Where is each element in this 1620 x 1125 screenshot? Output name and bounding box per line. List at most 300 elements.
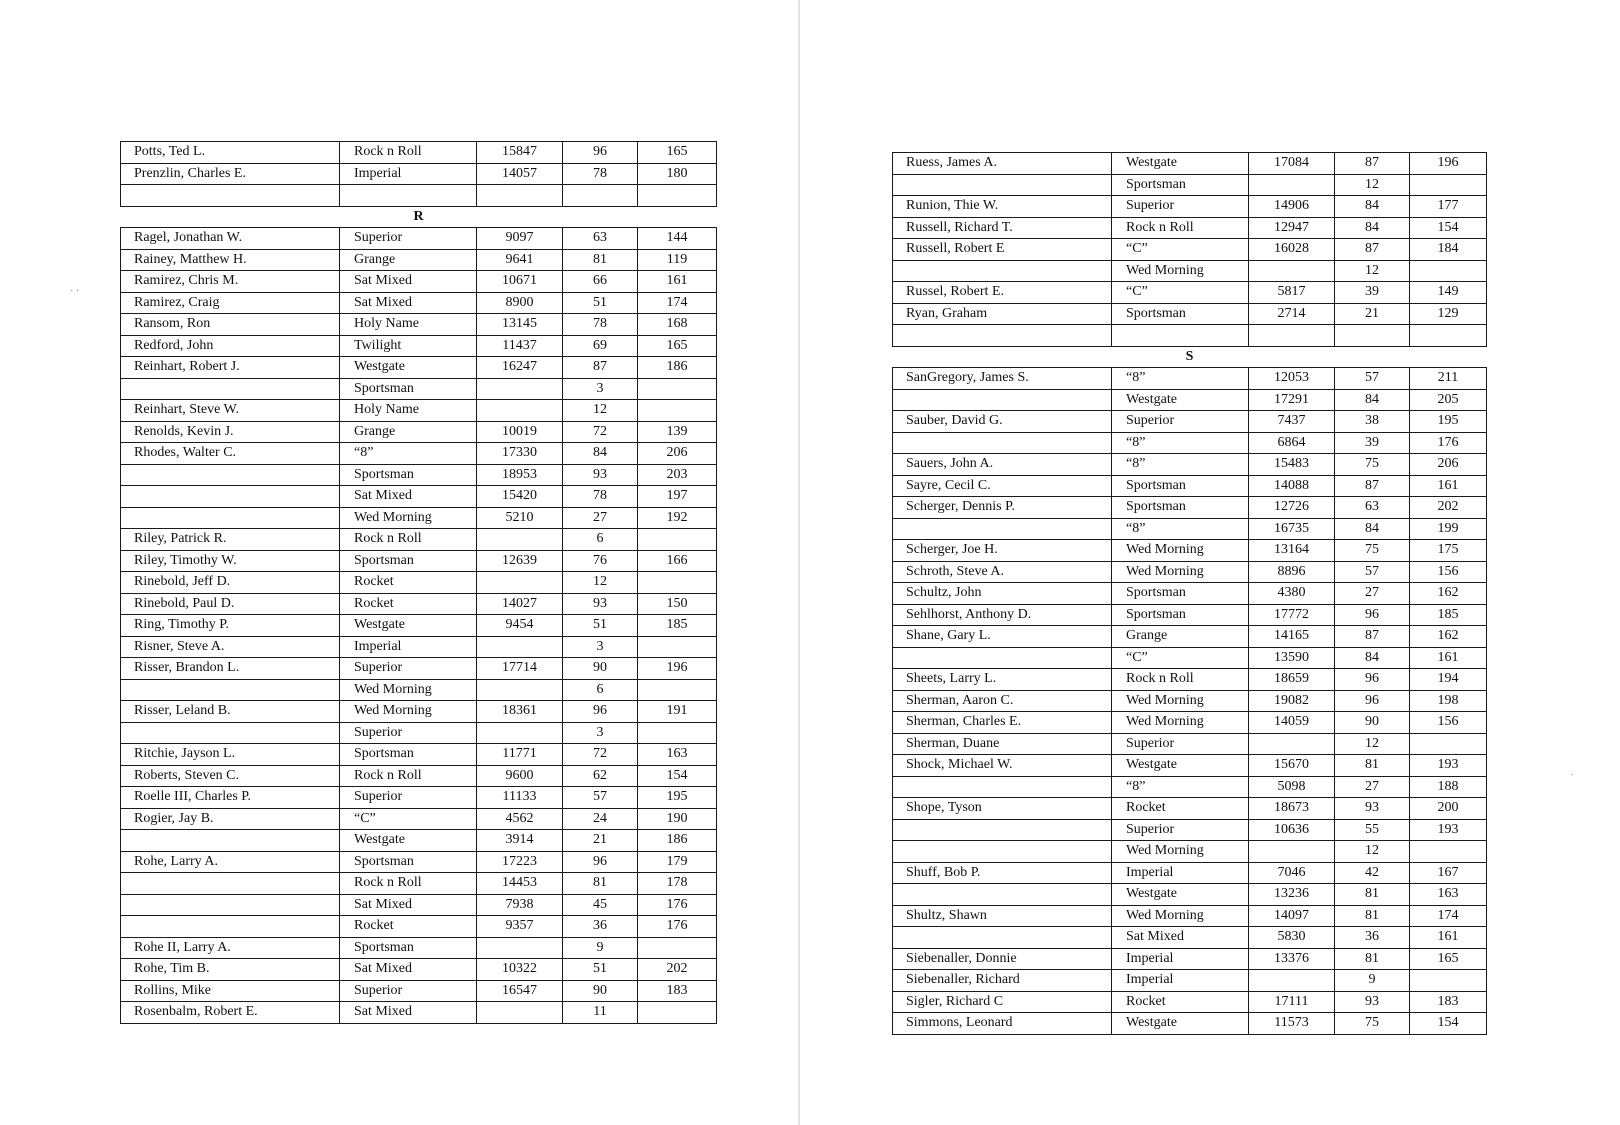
pins-value: 8896: [1249, 561, 1335, 583]
pins-value: 5098: [1249, 776, 1335, 798]
league-name: Westgate: [340, 615, 477, 637]
bowler-name: Siebenaller, Donnie: [893, 948, 1112, 970]
bowler-name: [121, 894, 340, 916]
league-name: Rocket: [1112, 798, 1249, 820]
pins-value: 9357: [477, 916, 563, 938]
pins-value: 15670: [1249, 755, 1335, 777]
average-value: [1410, 841, 1487, 863]
games-value: 87: [1335, 153, 1410, 175]
games-value: 96: [563, 851, 638, 873]
table-row: [893, 368, 1487, 390]
average-value: 202: [638, 959, 717, 981]
average-value: 203: [638, 464, 717, 486]
average-value: [638, 529, 717, 551]
table-row: [121, 701, 717, 723]
left-roster-table: [120, 141, 717, 1024]
league-name: “8”: [1112, 518, 1249, 540]
table-row: [893, 239, 1487, 261]
games-value: 76: [563, 550, 638, 572]
table-row: [893, 862, 1487, 884]
bowler-name: Ryan, Graham: [893, 303, 1112, 325]
games-value: 87: [1335, 475, 1410, 497]
games-value: 69: [563, 335, 638, 357]
pins-value: 18361: [477, 701, 563, 723]
average-value: 183: [1410, 991, 1487, 1013]
average-value: 202: [1410, 497, 1487, 519]
bowler-name: Rohe, Larry A.: [121, 851, 340, 873]
average-value: 190: [638, 808, 717, 830]
table-row: [893, 755, 1487, 777]
league-name: [340, 185, 477, 207]
average-value: 139: [638, 421, 717, 443]
stray-mark-left: · ·: [70, 286, 80, 297]
table-row: [893, 647, 1487, 669]
games-value: 21: [1335, 303, 1410, 325]
league-name: “C”: [1112, 647, 1249, 669]
table-row: [121, 550, 717, 572]
average-value: 184: [1410, 239, 1487, 261]
games-value: 96: [1335, 604, 1410, 626]
league-name: Rock n Roll: [340, 765, 477, 787]
bowler-name: Sherman, Aaron C.: [893, 690, 1112, 712]
bowler-name: Rainey, Matthew H.: [121, 249, 340, 271]
table-row: [121, 335, 717, 357]
league-name: Holy Name: [340, 400, 477, 422]
pins-value: 10322: [477, 959, 563, 981]
bowler-name: Rosenbalm, Robert E.: [121, 1002, 340, 1024]
pins-value: 7938: [477, 894, 563, 916]
table-row: [893, 303, 1487, 325]
league-name: Sportsman: [340, 378, 477, 400]
bowler-name: Prenzlin, Charles E.: [121, 163, 340, 185]
games-value: 9: [563, 937, 638, 959]
league-name: Sat Mixed: [340, 959, 477, 981]
league-name: Sportsman: [1112, 604, 1249, 626]
pins-value: 17714: [477, 658, 563, 680]
average-value: 195: [1410, 411, 1487, 433]
bowler-name: Ruess, James A.: [893, 153, 1112, 175]
league-name: Rocket: [340, 593, 477, 615]
table-row: [121, 744, 717, 766]
bowler-name: Shope, Tyson: [893, 798, 1112, 820]
pins-value: [477, 185, 563, 207]
average-value: 167: [1410, 862, 1487, 884]
pins-value: [477, 529, 563, 551]
average-value: 196: [638, 658, 717, 680]
games-value: 84: [1335, 217, 1410, 239]
bowler-name: Schultz, John: [893, 583, 1112, 605]
bowler-name: Sauers, John A.: [893, 454, 1112, 476]
pins-value: 11573: [1249, 1013, 1335, 1035]
pins-value: 13590: [1249, 647, 1335, 669]
average-value: 174: [1410, 905, 1487, 927]
pins-value: [1249, 970, 1335, 992]
games-value: 12: [563, 400, 638, 422]
table-row: [893, 432, 1487, 454]
average-value: 161: [1410, 647, 1487, 669]
table-row: [893, 905, 1487, 927]
bowler-name: [121, 507, 340, 529]
table-row: [121, 292, 717, 314]
average-value: 161: [1410, 927, 1487, 949]
league-name: Rocket: [340, 916, 477, 938]
bowler-name: Reinhart, Robert J.: [121, 357, 340, 379]
pins-value: [477, 378, 563, 400]
pins-value: 15420: [477, 486, 563, 508]
games-value: 3: [563, 378, 638, 400]
league-name: Holy Name: [340, 314, 477, 336]
bowler-name: [893, 325, 1112, 347]
bowler-name: Rohe II, Larry A.: [121, 937, 340, 959]
bowler-name: [121, 464, 340, 486]
league-name: Rock n Roll: [1112, 217, 1249, 239]
league-name: Sportsman: [340, 851, 477, 873]
average-value: [1410, 325, 1487, 347]
games-value: 78: [563, 486, 638, 508]
average-value: 176: [1410, 432, 1487, 454]
table-row: [893, 475, 1487, 497]
games-value: 42: [1335, 862, 1410, 884]
bowler-name: Shock, Michael W.: [893, 755, 1112, 777]
table-row: [893, 174, 1487, 196]
average-value: [638, 1002, 717, 1024]
pins-value: 14453: [477, 873, 563, 895]
pins-value: 3914: [477, 830, 563, 852]
pins-value: 7046: [1249, 862, 1335, 884]
bowler-name: [121, 486, 340, 508]
games-value: 84: [1335, 389, 1410, 411]
pins-value: 9600: [477, 765, 563, 787]
league-name: “8”: [1112, 368, 1249, 390]
average-value: 174: [638, 292, 717, 314]
table-row: [121, 357, 717, 379]
table-row: [121, 185, 717, 207]
league-name: Wed Morning: [340, 507, 477, 529]
bowler-name: Roberts, Steven C.: [121, 765, 340, 787]
league-name: “8”: [1112, 454, 1249, 476]
league-name: Sat Mixed: [1112, 927, 1249, 949]
pins-value: 9454: [477, 615, 563, 637]
pins-value: 14165: [1249, 626, 1335, 648]
right-page: [800, 0, 1620, 1125]
average-value: 175: [1410, 540, 1487, 562]
bowler-name: [121, 679, 340, 701]
bowler-name: Reinhart, Steve W.: [121, 400, 340, 422]
league-name: Sportsman: [340, 550, 477, 572]
average-value: 193: [1410, 819, 1487, 841]
games-value: 96: [1335, 669, 1410, 691]
bowler-name: Russell, Richard T.: [893, 217, 1112, 239]
league-name: “8”: [1112, 432, 1249, 454]
average-value: 165: [638, 142, 717, 164]
pins-value: 14088: [1249, 475, 1335, 497]
table-row: [121, 679, 717, 701]
bowler-name: Shuff, Bob P.: [893, 862, 1112, 884]
bowler-name: [893, 518, 1112, 540]
average-value: 197: [638, 486, 717, 508]
games-value: 63: [563, 228, 638, 250]
section-letter: S: [893, 346, 1487, 368]
pins-value: 6864: [1249, 432, 1335, 454]
table-row: [893, 497, 1487, 519]
average-value: 168: [638, 314, 717, 336]
table-row: [893, 411, 1487, 433]
games-value: 87: [1335, 239, 1410, 261]
table-row: [893, 454, 1487, 476]
table-row: [121, 142, 717, 164]
bowler-name: [121, 378, 340, 400]
pins-value: 12053: [1249, 368, 1335, 390]
games-value: 81: [1335, 905, 1410, 927]
table-row: [893, 712, 1487, 734]
games-value: 51: [563, 292, 638, 314]
average-value: 163: [1410, 884, 1487, 906]
pins-value: 12947: [1249, 217, 1335, 239]
pins-value: 14059: [1249, 712, 1335, 734]
bowler-name: Ragel, Jonathan W.: [121, 228, 340, 250]
league-name: Superior: [1112, 196, 1249, 218]
games-value: 75: [1335, 540, 1410, 562]
pins-value: 7437: [1249, 411, 1335, 433]
bowler-name: Risser, Leland B.: [121, 701, 340, 723]
average-value: 154: [1410, 1013, 1487, 1035]
table-row: [893, 389, 1487, 411]
league-name: Superior: [340, 787, 477, 809]
pins-value: 13236: [1249, 884, 1335, 906]
pins-value: 10671: [477, 271, 563, 293]
table-row: [121, 228, 717, 250]
pins-value: 19082: [1249, 690, 1335, 712]
games-value: 57: [1335, 368, 1410, 390]
league-name: Westgate: [1112, 1013, 1249, 1035]
bowler-name: [893, 647, 1112, 669]
table-row: [893, 217, 1487, 239]
pins-value: 16028: [1249, 239, 1335, 261]
pins-value: 14057: [477, 163, 563, 185]
pins-value: 11437: [477, 335, 563, 357]
average-value: 194: [1410, 669, 1487, 691]
average-value: 185: [1410, 604, 1487, 626]
average-value: 198: [1410, 690, 1487, 712]
average-value: [638, 722, 717, 744]
average-value: 149: [1410, 282, 1487, 304]
league-name: Rock n Roll: [1112, 669, 1249, 691]
table-row: [893, 991, 1487, 1013]
pins-value: 17291: [1249, 389, 1335, 411]
average-value: 156: [1410, 561, 1487, 583]
bowler-name: [893, 776, 1112, 798]
table-row: [893, 948, 1487, 970]
table-row: [893, 153, 1487, 175]
games-value: 72: [563, 421, 638, 443]
table-row: [121, 400, 717, 422]
pins-value: 10019: [477, 421, 563, 443]
games-value: 84: [563, 443, 638, 465]
pins-value: [477, 400, 563, 422]
league-name: Sat Mixed: [340, 271, 477, 293]
bowler-name: [893, 927, 1112, 949]
table-row: [121, 916, 717, 938]
section-letter-row: [121, 206, 717, 228]
pins-value: [477, 636, 563, 658]
games-value: 81: [563, 249, 638, 271]
games-value: 96: [1335, 690, 1410, 712]
games-value: [563, 185, 638, 207]
league-name: Sat Mixed: [340, 292, 477, 314]
league-name: Sportsman: [1112, 475, 1249, 497]
league-name: Superior: [340, 722, 477, 744]
games-value: 21: [563, 830, 638, 852]
average-value: 206: [638, 443, 717, 465]
pins-value: [477, 937, 563, 959]
bowler-name: Rollins, Mike: [121, 980, 340, 1002]
average-value: [638, 185, 717, 207]
games-value: 12: [1335, 174, 1410, 196]
bowler-name: Sehlhorst, Anthony D.: [893, 604, 1112, 626]
average-value: 180: [638, 163, 717, 185]
games-value: 81: [1335, 755, 1410, 777]
table-row: [121, 271, 717, 293]
bowler-name: [893, 260, 1112, 282]
games-value: 66: [563, 271, 638, 293]
table-row: [121, 314, 717, 336]
pins-value: 17111: [1249, 991, 1335, 1013]
table-row: [121, 486, 717, 508]
bowler-name: [121, 830, 340, 852]
average-value: 195: [638, 787, 717, 809]
pins-value: 15483: [1249, 454, 1335, 476]
league-name: “C”: [1112, 239, 1249, 261]
average-value: [638, 400, 717, 422]
table-row: [121, 830, 717, 852]
league-name: Rock n Roll: [340, 529, 477, 551]
table-row: [121, 959, 717, 981]
games-value: 93: [1335, 991, 1410, 1013]
league-name: Grange: [1112, 626, 1249, 648]
games-value: 27: [563, 507, 638, 529]
average-value: [638, 636, 717, 658]
table-row: [121, 378, 717, 400]
bowler-name: Roelle III, Charles P.: [121, 787, 340, 809]
left-page: [0, 0, 800, 1125]
average-value: [1410, 970, 1487, 992]
table-row: [121, 572, 717, 594]
bowler-name: Rhodes, Walter C.: [121, 443, 340, 465]
league-name: “C”: [1112, 282, 1249, 304]
league-name: Grange: [340, 421, 477, 443]
bowler-name: Ransom, Ron: [121, 314, 340, 336]
average-value: 185: [638, 615, 717, 637]
right-roster-table: [892, 152, 1487, 1035]
average-value: 177: [1410, 196, 1487, 218]
bowler-name: Sauber, David G.: [893, 411, 1112, 433]
bowler-name: Sigler, Richard C: [893, 991, 1112, 1013]
bowler-name: Scherger, Dennis P.: [893, 497, 1112, 519]
table-row: [893, 970, 1487, 992]
games-value: 57: [1335, 561, 1410, 583]
games-value: 78: [563, 314, 638, 336]
average-value: 119: [638, 249, 717, 271]
table-row: [121, 421, 717, 443]
league-name: Westgate: [1112, 153, 1249, 175]
average-value: 206: [1410, 454, 1487, 476]
table-row: [893, 841, 1487, 863]
table-row: [121, 808, 717, 830]
table-row: [121, 765, 717, 787]
table-row: [121, 937, 717, 959]
pins-value: 9641: [477, 249, 563, 271]
table-row: [893, 260, 1487, 282]
games-value: 63: [1335, 497, 1410, 519]
average-value: [1410, 733, 1487, 755]
average-value: 179: [638, 851, 717, 873]
average-value: 186: [638, 357, 717, 379]
games-value: 3: [563, 636, 638, 658]
average-value: 178: [638, 873, 717, 895]
average-value: [638, 937, 717, 959]
table-row: [121, 443, 717, 465]
table-row: [121, 894, 717, 916]
games-value: 93: [563, 593, 638, 615]
pins-value: 14027: [477, 593, 563, 615]
league-name: Superior: [340, 228, 477, 250]
average-value: 129: [1410, 303, 1487, 325]
table-row: [121, 980, 717, 1002]
pins-value: 18953: [477, 464, 563, 486]
pins-value: 4380: [1249, 583, 1335, 605]
games-value: 12: [563, 572, 638, 594]
games-value: 81: [1335, 884, 1410, 906]
average-value: 200: [1410, 798, 1487, 820]
pins-value: 10636: [1249, 819, 1335, 841]
league-name: Wed Morning: [340, 679, 477, 701]
pins-value: 11771: [477, 744, 563, 766]
league-name: Rock n Roll: [340, 873, 477, 895]
league-name: Superior: [340, 980, 477, 1002]
bowler-name: Risser, Brandon L.: [121, 658, 340, 680]
table-row: [121, 529, 717, 551]
pins-value: 18673: [1249, 798, 1335, 820]
bowler-name: Sheets, Larry L.: [893, 669, 1112, 691]
average-value: 161: [638, 271, 717, 293]
average-value: 176: [638, 894, 717, 916]
bowler-name: Potts, Ted L.: [121, 142, 340, 164]
games-value: 75: [1335, 454, 1410, 476]
bowler-name: Sherman, Charles E.: [893, 712, 1112, 734]
games-value: 38: [1335, 411, 1410, 433]
league-name: Imperial: [1112, 862, 1249, 884]
games-value: 81: [563, 873, 638, 895]
league-name: Westgate: [1112, 389, 1249, 411]
league-name: [1112, 325, 1249, 347]
table-row: [121, 163, 717, 185]
average-value: 162: [1410, 583, 1487, 605]
average-value: 161: [1410, 475, 1487, 497]
games-value: 36: [563, 916, 638, 938]
bowler-name: Ramirez, Chris M.: [121, 271, 340, 293]
bowler-name: Rohe, Tim B.: [121, 959, 340, 981]
bowler-name: Schroth, Steve A.: [893, 561, 1112, 583]
games-value: 96: [563, 142, 638, 164]
table-row: [893, 927, 1487, 949]
games-value: 39: [1335, 282, 1410, 304]
games-value: 24: [563, 808, 638, 830]
pins-value: 4562: [477, 808, 563, 830]
pins-value: 17772: [1249, 604, 1335, 626]
section-letter-row: [893, 346, 1487, 368]
bowler-name: Riley, Timothy W.: [121, 550, 340, 572]
games-value: 12: [1335, 260, 1410, 282]
